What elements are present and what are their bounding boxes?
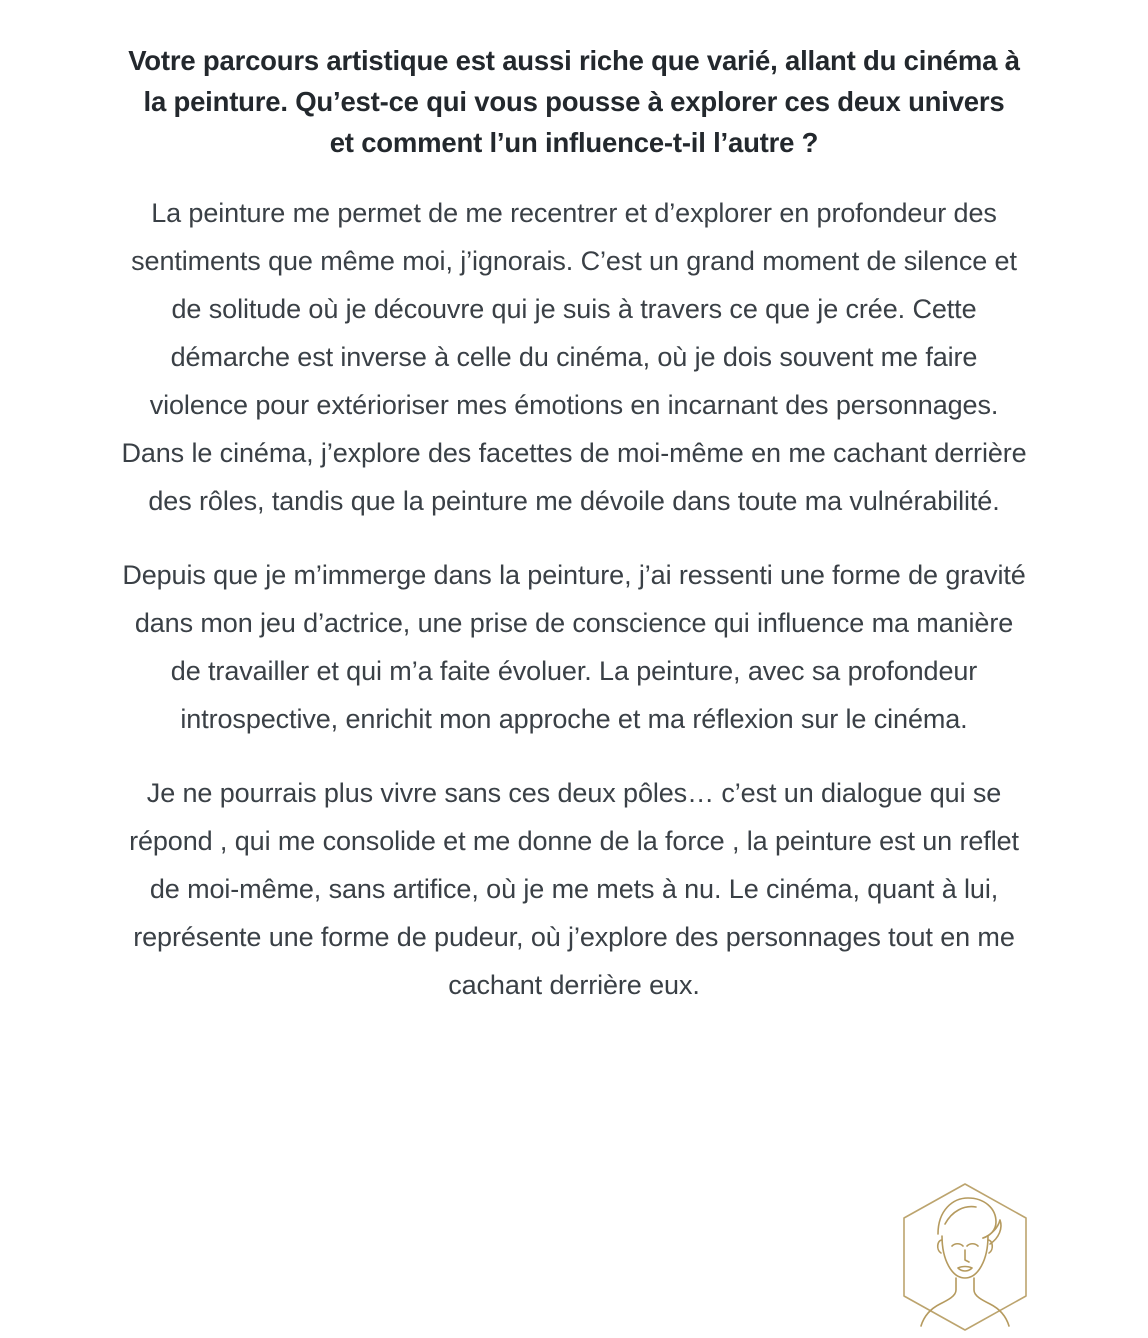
woman-head-wrap-logo-icon: [890, 1178, 1040, 1338]
answer-paragraph-2: Depuis que je m’immerge dans la peinture, j’ai ressenti une forme de gravité dans mon jeu d’actrice, une prise de conscience qui influence ma manière de travailler et qui m’a faite évoluer. La peinture, avec sa profondeur introspective, enrichit mon approche et ma réflexion sur le cinéma.: [122, 560, 1026, 734]
interview-question: Votre parcours artistique est aussi riche que varié, allant du cinéma à la peinture. Qu’est-ce qui vous pousse à explorer ces deux univers et comment l’un influence-t-il l’autre ?: [128, 45, 1020, 158]
answer-paragraph-1: La peinture me permet de me recentrer et d’explorer en profondeur des sentiments que même moi, j’ignorais. C’est un grand moment de silence et de solitude où je découvre qui je suis à travers ce que je crée. Cette démarche est inverse à celle du cinéma, où je dois souvent me faire violence pour extérioriser mes émotions en incarnant des personnages. Dans le cinéma, j’explore des facettes de moi-même en me cachant derrière des rôles, tandis que la peinture me dévoile dans toute ma vulnérabilité.: [121, 198, 1027, 516]
answer-paragraph-3: Je ne pourrais plus vivre sans ces deux pôles… c’est un dialogue qui se répond , qui me consolide et me donne de la force , la peinture est un reflet de moi-même, sans artifice, où je me mets à nu. Le cinéma, quant à lui, représente une forme de pudeur, où j’explore des personnages tout en me cachant derrière eux.: [129, 778, 1019, 1000]
